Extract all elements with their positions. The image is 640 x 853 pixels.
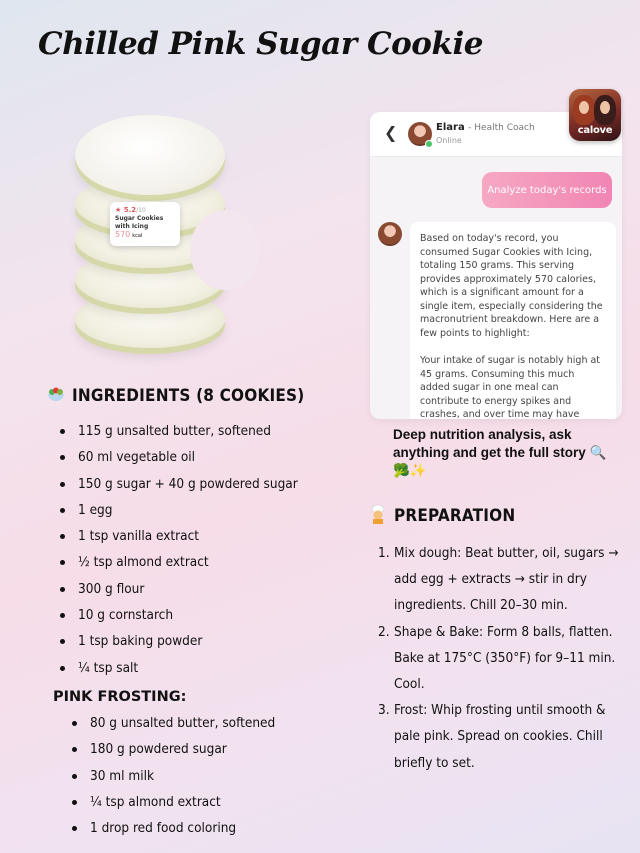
score-max: /10 (136, 207, 146, 214)
list-item: 1 tsp vanilla extract (60, 523, 298, 549)
feature-caption: Deep nutrition analysis, ask anything and get the full story 🔍🥦✨ (393, 427, 607, 478)
bot-paragraph: Your intake of sugar is notably high at 45 grams. Consuming this much added sugar in one meal can contribute to energy spikes and crashes, and over time may have (420, 355, 601, 419)
bot-message-bubble (410, 222, 616, 419)
step-number: 2. (378, 623, 390, 640)
frosting-heading: PINK FROSTING: (53, 689, 187, 705)
bot-paragraph: Based on today's record, you consumed Sugar Cookies with Icing, totaling 150 grams. This serving provides approximately 570 calories, which is a significant amount for a single item, especially considering the macronutrient breakdown. Here are a few points to highlight: (420, 233, 603, 339)
frosting-list (72, 710, 275, 841)
list-item: 60 ml vegetable oil (60, 444, 298, 470)
step-number: 1. (378, 545, 390, 561)
page-title: Chilled Pink Sugar Cookie (38, 26, 483, 62)
preparation-heading (368, 504, 515, 526)
chat-screenshot (370, 112, 622, 419)
list-item: 150 g sugar + 40 g powdered sugar (60, 471, 298, 497)
cookie-layer-top (75, 115, 225, 195)
list-item: ½ tsp almond extract (60, 549, 298, 575)
preparation-heading-text: PREPARATION (394, 506, 516, 526)
app-logo-label: calove (577, 125, 613, 136)
coach-role: - Health Coach (468, 123, 535, 133)
step-text: Frost: Whip frosting until smooth & pale pink. Spread on cookies. Chill briefly to set. (394, 702, 606, 771)
food-name: Sugar Cookies with Icing (115, 215, 164, 230)
score-value: ★ 5.2 (115, 206, 137, 214)
coach-name-line (436, 122, 535, 133)
list-item: 300 g flour (60, 576, 298, 602)
list-item: 180 g powdered sugar (72, 736, 275, 762)
ingredients-heading (46, 384, 304, 406)
step-text: Shape & Bake: Form 8 balls, flatten. Bake at 175°C (350°F) for 9–11 min. Cool. (394, 623, 616, 693)
step-item (378, 697, 623, 776)
list-item: 30 ml milk (72, 763, 275, 789)
step-item (378, 619, 623, 698)
user-message-bubble[interactable]: Analyze today's records (482, 172, 612, 208)
ingredients-list (60, 418, 298, 681)
coach-status: Online (436, 136, 462, 145)
kcal-unit: kcal (132, 233, 143, 239)
ingredients-heading-text: INGREDIENTS (8 COOKIES) (72, 386, 305, 406)
list-item: ¼ tsp salt (60, 655, 298, 681)
list-item: 115 g unsalted butter, softened (60, 418, 298, 444)
list-item: ¼ tsp almond extract (72, 789, 275, 815)
step-text: Mix dough: Beat butter, oil, sugars → add egg + extracts → stir in dry ingredients. Chill 20–30 min. (394, 545, 619, 614)
coach-name: Elara (436, 122, 465, 133)
nutrition-score-card (110, 202, 180, 246)
chevron-left-icon[interactable]: ❮ (384, 123, 398, 142)
app-logo (569, 89, 621, 141)
list-item: 80 g unsalted butter, softened (72, 710, 275, 736)
step-item (378, 540, 623, 619)
online-indicator (425, 140, 433, 148)
list-item: 1 tsp baking powder (60, 628, 298, 654)
cookie-bite (190, 210, 260, 290)
list-item: 1 drop red food coloring (72, 815, 275, 841)
bot-avatar (378, 222, 402, 246)
salad-bowl-icon (46, 384, 66, 404)
step-number: 3. (378, 702, 390, 719)
kcal-value: 570 (115, 230, 131, 239)
list-item: 1 egg (60, 497, 298, 523)
chef-icon (368, 504, 388, 524)
preparation-steps (378, 540, 623, 776)
list-item: 10 g cornstarch (60, 602, 298, 628)
